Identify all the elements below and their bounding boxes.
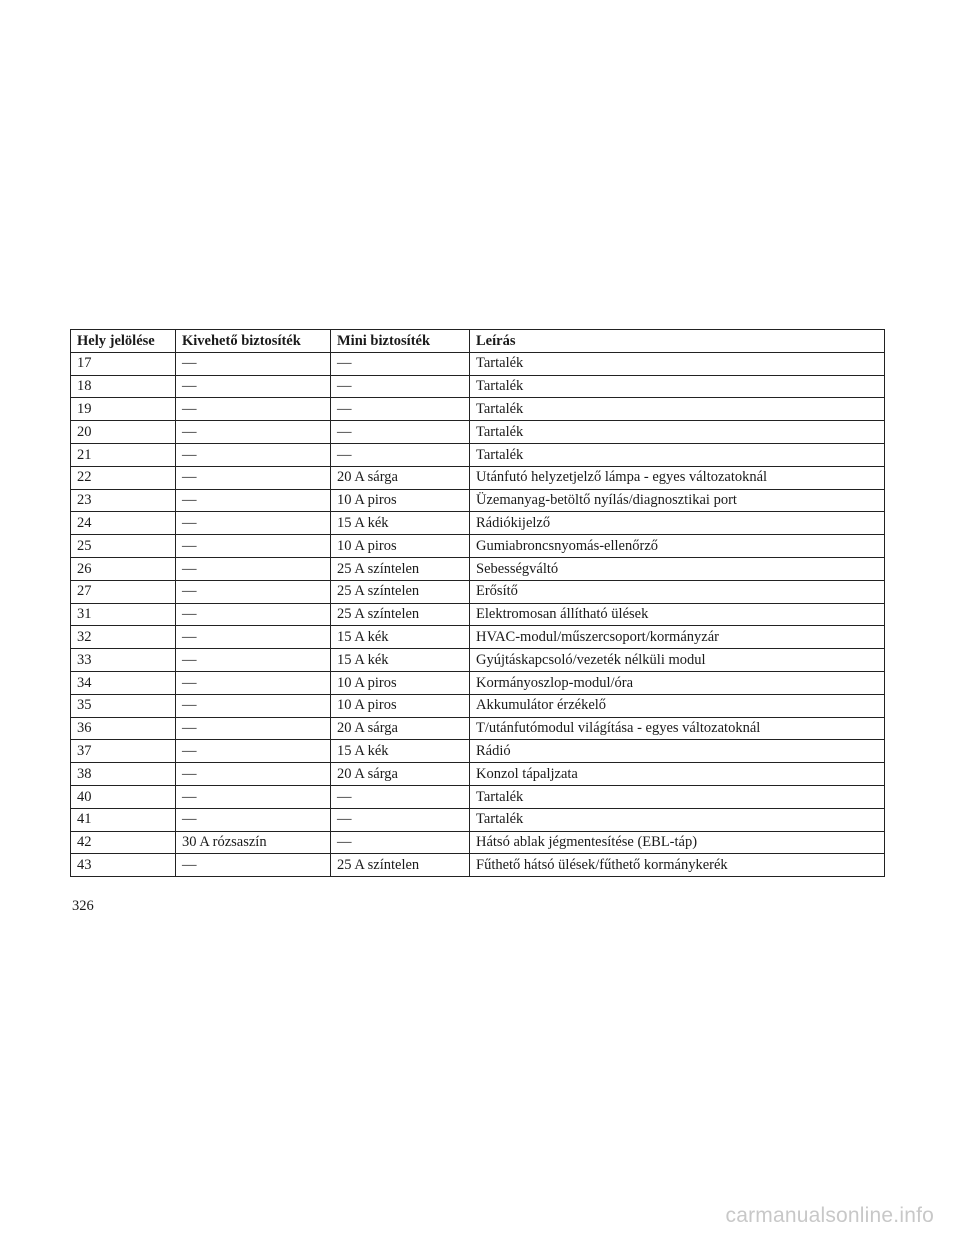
header-location: Hely jelölése [71, 330, 176, 353]
table-row [71, 854, 885, 877]
table-row [71, 808, 885, 831]
cell-cartridge-fuse: — [176, 740, 331, 763]
cell-location: 38 [71, 763, 176, 786]
table-row [71, 580, 885, 603]
cell-location: 41 [71, 808, 176, 831]
cell-cartridge-fuse: — [176, 854, 331, 877]
header-cartridge-fuse: Kivehető biztosíték [176, 330, 331, 353]
table-row [71, 671, 885, 694]
table-row [71, 763, 885, 786]
cell-cartridge-fuse: — [176, 808, 331, 831]
cell-mini-fuse: — [331, 785, 470, 808]
table-row [71, 785, 885, 808]
table-header-row [71, 330, 885, 353]
cell-location: 17 [71, 352, 176, 375]
cell-location: 43 [71, 854, 176, 877]
cell-location: 32 [71, 626, 176, 649]
cell-mini-fuse: 15 A kék [331, 512, 470, 535]
cell-mini-fuse: — [331, 375, 470, 398]
table-row [71, 421, 885, 444]
cell-location: 25 [71, 535, 176, 558]
cell-description: Elektromosan állítható ülések [470, 603, 885, 626]
cell-cartridge-fuse: — [176, 375, 331, 398]
table-row [71, 694, 885, 717]
cell-mini-fuse: — [331, 398, 470, 421]
cell-description: Sebességváltó [470, 557, 885, 580]
cell-mini-fuse: 10 A piros [331, 694, 470, 717]
cell-location: 31 [71, 603, 176, 626]
cell-description: Fűthető hátsó ülések/fűthető kormánykerék [470, 854, 885, 877]
cell-description: Hátsó ablak jégmentesítése (EBL-táp) [470, 831, 885, 854]
cell-cartridge-fuse: — [176, 466, 331, 489]
cell-cartridge-fuse: — [176, 535, 331, 558]
fuse-table-body [71, 352, 885, 876]
table-row [71, 535, 885, 558]
cell-location: 34 [71, 671, 176, 694]
table-row [71, 717, 885, 740]
cell-cartridge-fuse: — [176, 603, 331, 626]
cell-mini-fuse: — [331, 831, 470, 854]
cell-description: Erősítő [470, 580, 885, 603]
cell-mini-fuse: 10 A piros [331, 535, 470, 558]
cell-cartridge-fuse: — [176, 694, 331, 717]
cell-mini-fuse: — [331, 808, 470, 831]
table-row [71, 512, 885, 535]
cell-mini-fuse: — [331, 352, 470, 375]
cell-location: 21 [71, 443, 176, 466]
cell-cartridge-fuse: — [176, 580, 331, 603]
table-row [71, 443, 885, 466]
cell-cartridge-fuse: — [176, 557, 331, 580]
cell-description: Konzol tápaljzata [470, 763, 885, 786]
cell-cartridge-fuse: — [176, 352, 331, 375]
cell-cartridge-fuse: — [176, 763, 331, 786]
cell-description: T/utánfutómodul világítása - egyes változatoknál [470, 717, 885, 740]
cell-mini-fuse: 25 A színtelen [331, 557, 470, 580]
cell-description: Gumiabroncsnyomás-ellenőrző [470, 535, 885, 558]
cell-mini-fuse: 20 A sárga [331, 717, 470, 740]
cell-location: 22 [71, 466, 176, 489]
cell-mini-fuse: 10 A piros [331, 489, 470, 512]
cell-description: Tartalék [470, 375, 885, 398]
cell-description: Akkumulátor érzékelő [470, 694, 885, 717]
header-description: Leírás [470, 330, 885, 353]
table-row [71, 831, 885, 854]
cell-cartridge-fuse: — [176, 785, 331, 808]
cell-cartridge-fuse: — [176, 489, 331, 512]
watermark: carmanualsonline.info [725, 1204, 934, 1227]
table-row [71, 489, 885, 512]
table-row [71, 398, 885, 421]
cell-mini-fuse: 25 A színtelen [331, 603, 470, 626]
table-row [71, 352, 885, 375]
page-number: 326 [72, 898, 94, 914]
cell-location: 18 [71, 375, 176, 398]
cell-cartridge-fuse: — [176, 512, 331, 535]
table-row [71, 649, 885, 672]
cell-mini-fuse: — [331, 443, 470, 466]
cell-location: 23 [71, 489, 176, 512]
cell-description: Rádió [470, 740, 885, 763]
cell-mini-fuse: 25 A színtelen [331, 580, 470, 603]
cell-mini-fuse: 20 A sárga [331, 763, 470, 786]
cell-location: 27 [71, 580, 176, 603]
cell-cartridge-fuse: — [176, 421, 331, 444]
cell-description: Tartalék [470, 352, 885, 375]
cell-cartridge-fuse: — [176, 671, 331, 694]
cell-location: 20 [71, 421, 176, 444]
cell-location: 40 [71, 785, 176, 808]
cell-mini-fuse: 20 A sárga [331, 466, 470, 489]
cell-description: Tartalék [470, 421, 885, 444]
cell-location: 33 [71, 649, 176, 672]
table-row [71, 740, 885, 763]
cell-location: 35 [71, 694, 176, 717]
cell-description: Gyújtáskapcsoló/vezeték nélküli modul [470, 649, 885, 672]
cell-cartridge-fuse: — [176, 717, 331, 740]
cell-mini-fuse: 15 A kék [331, 740, 470, 763]
cell-description: Rádiókijelző [470, 512, 885, 535]
cell-description: Tartalék [470, 443, 885, 466]
cell-mini-fuse: 10 A piros [331, 671, 470, 694]
cell-cartridge-fuse: 30 A rózsaszín [176, 831, 331, 854]
table-row [71, 603, 885, 626]
cell-location: 36 [71, 717, 176, 740]
cell-mini-fuse: 25 A színtelen [331, 854, 470, 877]
fuse-table [70, 329, 885, 877]
cell-description: Tartalék [470, 785, 885, 808]
cell-description: HVAC-modul/műszercsoport/kormányzár [470, 626, 885, 649]
cell-location: 19 [71, 398, 176, 421]
cell-description: Üzemanyag-betöltő nyílás/diagnosztikai port [470, 489, 885, 512]
table-row [71, 375, 885, 398]
cell-cartridge-fuse: — [176, 443, 331, 466]
cell-description: Utánfutó helyzetjelző lámpa - egyes változatoknál [470, 466, 885, 489]
cell-description: Tartalék [470, 398, 885, 421]
table-row [71, 626, 885, 649]
cell-cartridge-fuse: — [176, 649, 331, 672]
cell-location: 37 [71, 740, 176, 763]
cell-location: 26 [71, 557, 176, 580]
header-mini-fuse: Mini biztosíték [331, 330, 470, 353]
table-row [71, 557, 885, 580]
cell-description: Kormányoszlop-modul/óra [470, 671, 885, 694]
cell-cartridge-fuse: — [176, 398, 331, 421]
cell-mini-fuse: 15 A kék [331, 626, 470, 649]
cell-description: Tartalék [470, 808, 885, 831]
cell-cartridge-fuse: — [176, 626, 331, 649]
cell-mini-fuse: — [331, 421, 470, 444]
cell-location: 42 [71, 831, 176, 854]
table-row [71, 466, 885, 489]
cell-mini-fuse: 15 A kék [331, 649, 470, 672]
cell-location: 24 [71, 512, 176, 535]
